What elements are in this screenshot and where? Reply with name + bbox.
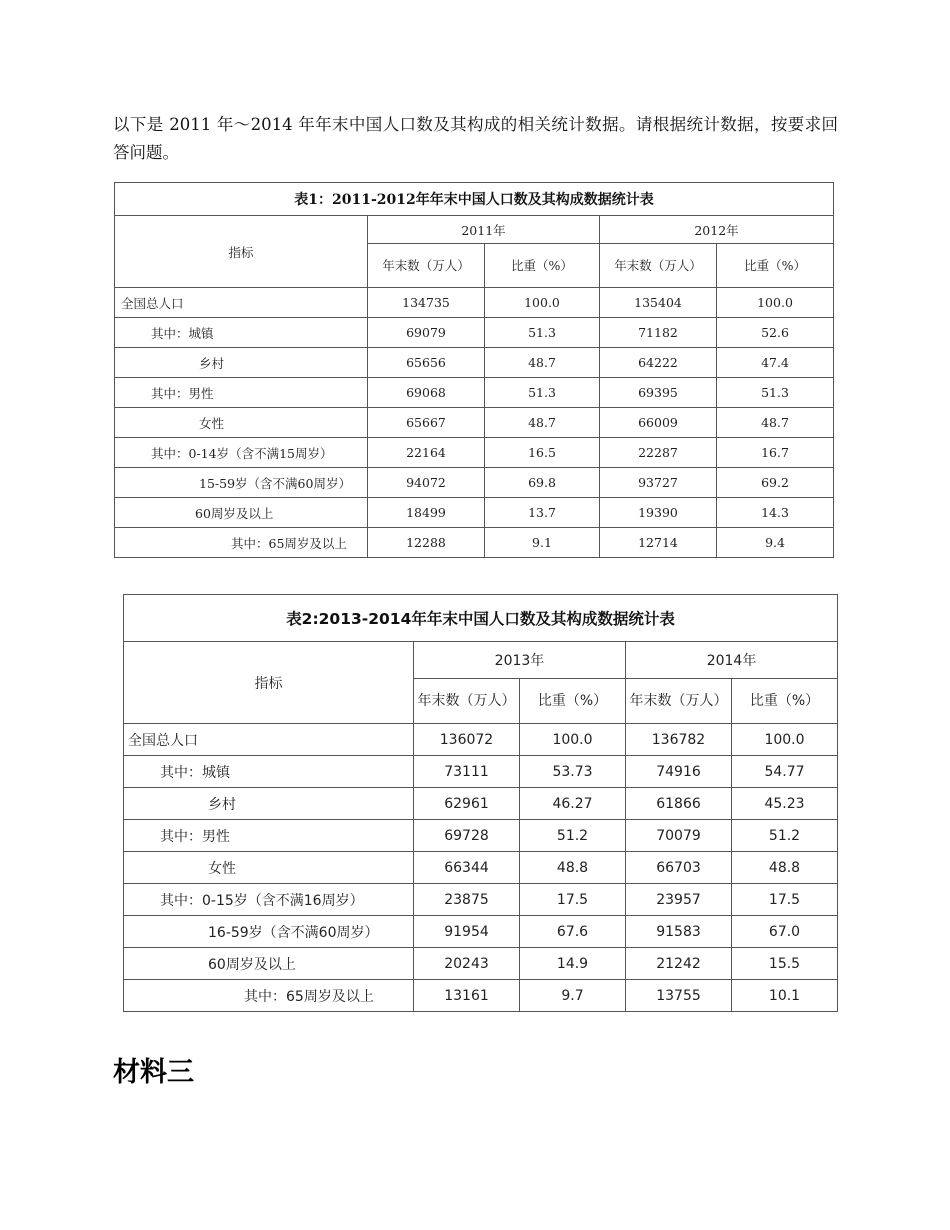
share-cell: 16.5 [485,438,600,468]
share-cell: 69.2 [717,468,834,498]
count-cell: 21242 [626,948,732,980]
year-header: 2011年 [368,216,600,244]
row-label: 乡村 [115,348,368,378]
count-cell: 69079 [368,318,485,348]
count-cell: 12714 [600,528,717,558]
table-row [115,288,834,318]
table-row [115,408,834,438]
table-row [124,820,838,852]
indicator-header: 指标 [124,642,414,724]
share-cell: 14.3 [717,498,834,528]
share-cell: 10.1 [732,980,838,1012]
share-cell: 14.9 [520,948,626,980]
table-row [124,788,838,820]
indicator-header: 指标 [115,216,368,288]
count-cell: 18499 [368,498,485,528]
count-cell: 136072 [414,724,520,756]
row-label: 全国总人口 [124,724,414,756]
count-cell: 70079 [626,820,732,852]
count-cell: 12288 [368,528,485,558]
share-cell: 15.5 [732,948,838,980]
table-caption: 表2:2013-2014年年末中国人口数及其构成数据统计表 [124,595,838,642]
share-cell: 67.6 [520,916,626,948]
share-cell: 47.4 [717,348,834,378]
count-cell: 73111 [414,756,520,788]
count-cell: 66009 [600,408,717,438]
table-row [124,724,838,756]
table-row [124,980,838,1012]
table-caption: 表1：2011-2012年年末中国人口数及其构成数据统计表 [115,183,834,216]
count-cell: 91583 [626,916,732,948]
count-cell: 22164 [368,438,485,468]
share-cell: 51.3 [717,378,834,408]
count-cell: 64222 [600,348,717,378]
row-label: 其中：0-14岁（含不满15周岁） [115,438,368,468]
table-row [115,378,834,408]
share-cell: 100.0 [717,288,834,318]
table-row [124,948,838,980]
share-cell: 48.7 [485,348,600,378]
table-row [124,756,838,788]
count-cell: 65656 [368,348,485,378]
share-header: 比重（%） [520,679,626,724]
year-header: 2014年 [626,642,838,679]
share-cell: 100.0 [485,288,600,318]
count-cell: 23875 [414,884,520,916]
row-label: 15-59岁（含不满60周岁） [115,468,368,498]
table-row [115,348,834,378]
share-cell: 9.4 [717,528,834,558]
share-cell: 69.8 [485,468,600,498]
share-cell: 48.7 [717,408,834,438]
share-cell: 48.7 [485,408,600,438]
row-label: 其中：65周岁及以上 [124,980,414,1012]
share-cell: 53.73 [520,756,626,788]
share-cell: 100.0 [732,724,838,756]
intro-paragraph: 以下是 2011 年～2014 年年末中国人口数及其构成的相关统计数据。请根据统计数据，按要求回答问题。 [113,115,838,162]
count-cell: 71182 [600,318,717,348]
count-cell: 23957 [626,884,732,916]
share-cell: 48.8 [732,852,838,884]
share-cell: 51.2 [520,820,626,852]
count-cell: 134735 [368,288,485,318]
year-header: 2013年 [414,642,626,679]
count-cell: 20243 [414,948,520,980]
table-row [124,852,838,884]
share-cell: 16.7 [717,438,834,468]
share-cell: 9.7 [520,980,626,1012]
population-table-2011-2012 [114,182,834,558]
count-cell: 69395 [600,378,717,408]
count-cell: 74916 [626,756,732,788]
count-cell: 94072 [368,468,485,498]
share-cell: 51.2 [732,820,838,852]
count-header: 年末数（万人） [600,244,717,288]
share-cell: 54.77 [732,756,838,788]
table-row [115,528,834,558]
share-cell: 17.5 [732,884,838,916]
count-cell: 69728 [414,820,520,852]
row-label: 其中：男性 [124,820,414,852]
row-label: 其中：65周岁及以上 [115,528,368,558]
count-cell: 135404 [600,288,717,318]
row-label: 60周岁及以上 [124,948,414,980]
count-cell: 13161 [414,980,520,1012]
count-header: 年末数（万人） [414,679,520,724]
share-cell: 46.27 [520,788,626,820]
table-row [115,318,834,348]
count-cell: 61866 [626,788,732,820]
share-cell: 45.23 [732,788,838,820]
row-label: 16-59岁（含不满60周岁） [124,916,414,948]
count-cell: 62961 [414,788,520,820]
population-table-2013-2014 [123,594,838,1012]
table-row [115,498,834,528]
count-cell: 13755 [626,980,732,1012]
share-cell: 52.6 [717,318,834,348]
share-cell: 67.0 [732,916,838,948]
row-label: 女性 [115,408,368,438]
share-cell: 17.5 [520,884,626,916]
share-cell: 100.0 [520,724,626,756]
share-header: 比重（%） [732,679,838,724]
table-row [115,438,834,468]
share-cell: 51.3 [485,318,600,348]
table-row [115,468,834,498]
share-cell: 51.3 [485,378,600,408]
count-cell: 136782 [626,724,732,756]
count-cell: 19390 [600,498,717,528]
count-cell: 66344 [414,852,520,884]
row-label: 全国总人口 [115,288,368,318]
row-label: 其中：城镇 [115,318,368,348]
share-cell: 48.8 [520,852,626,884]
row-label: 其中：0-15岁（含不满16周岁） [124,884,414,916]
table-row [124,884,838,916]
year-header: 2012年 [600,216,834,244]
row-label: 其中：男性 [115,378,368,408]
count-cell: 69068 [368,378,485,408]
row-label: 其中：城镇 [124,756,414,788]
row-label: 60周岁及以上 [115,498,368,528]
row-label: 女性 [124,852,414,884]
count-cell: 65667 [368,408,485,438]
count-cell: 22287 [600,438,717,468]
count-cell: 93727 [600,468,717,498]
count-cell: 91954 [414,916,520,948]
count-cell: 66703 [626,852,732,884]
row-label: 乡村 [124,788,414,820]
share-cell: 13.7 [485,498,600,528]
share-header: 比重（%） [717,244,834,288]
table-row [124,916,838,948]
share-header: 比重（%） [485,244,600,288]
count-header: 年末数（万人） [368,244,485,288]
share-cell: 9.1 [485,528,600,558]
section-heading: 材料三 [113,1057,194,1088]
count-header: 年末数（万人） [626,679,732,724]
